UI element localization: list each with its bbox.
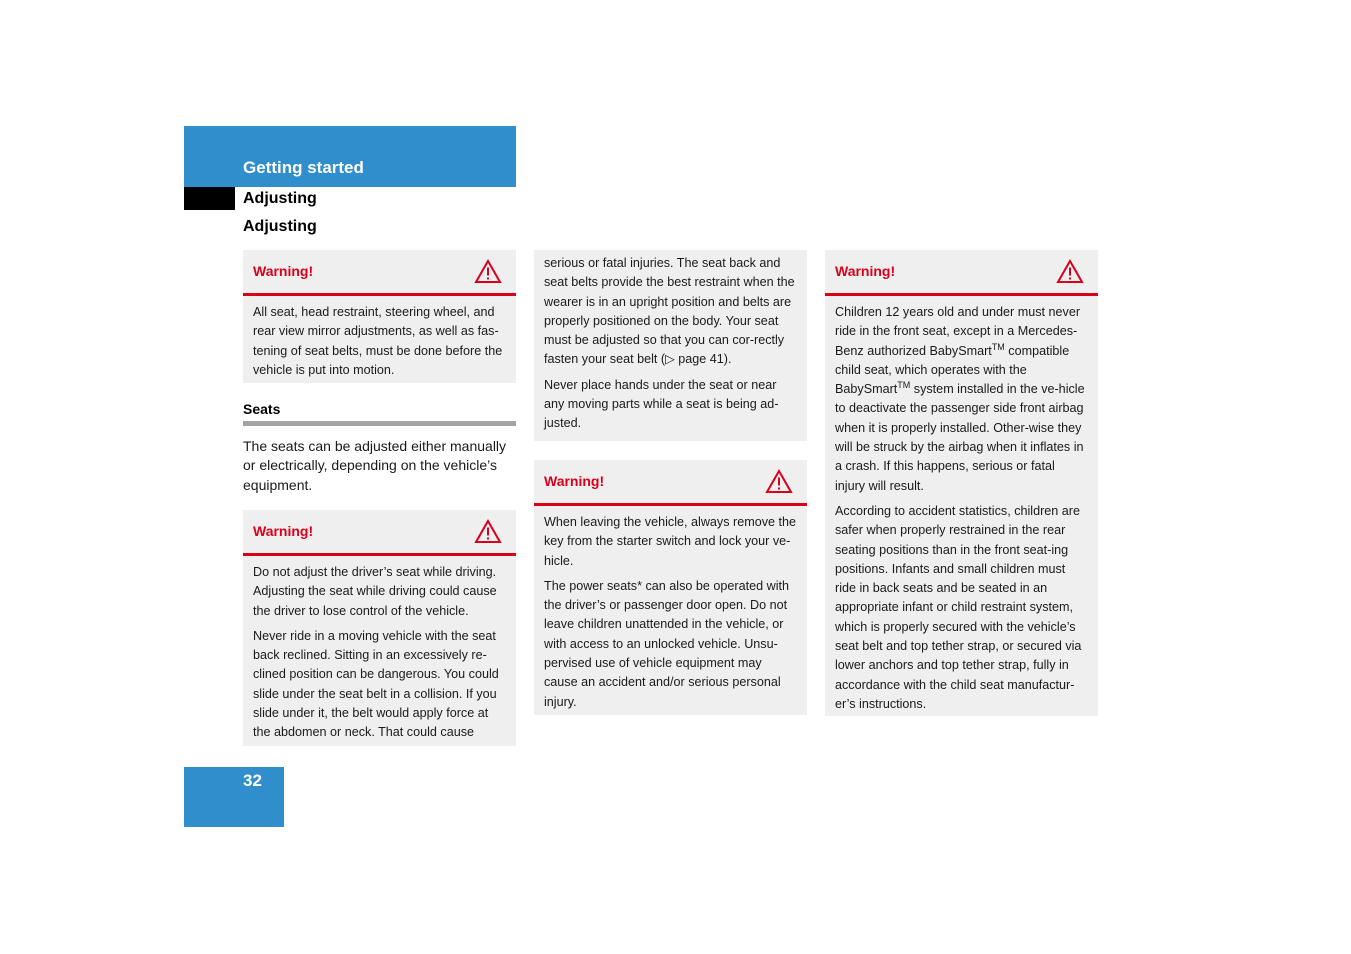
warning-triangle-icon <box>1056 259 1084 284</box>
seats-paragraph: The seats can be adjusted either manually or electrically, depending on the vehicle’s equipment. <box>243 438 507 493</box>
trademark-mark: TM <box>897 380 911 390</box>
warning-triangle-icon <box>765 469 793 494</box>
warning-text: When leaving the vehicle, always remove the key from the starter switch and lock your ve-hicle. <box>544 515 797 568</box>
section-title: Getting started <box>243 158 364 177</box>
warning-text: Do not adjust the driver’s seat while driving. Adjusting the seat while driving could cause the driver to lose control of the vehicle. <box>253 565 497 618</box>
warning-header <box>534 460 807 506</box>
warning-label: Warning! <box>835 263 896 279</box>
warning-continuation-box <box>534 250 807 441</box>
warning-text: All seat, head restraint, steering wheel, and rear view mirror adjustments, as well as fas-tening of seat belts, must be done before the vehicle is put into motion. <box>253 305 503 377</box>
warning-header <box>825 250 1098 296</box>
warning-box-adjustments <box>243 250 516 383</box>
warning-text: Never place hands under the seat or near any moving parts while a seat is being ad-justed. <box>544 377 779 431</box>
seats-heading: Seats <box>243 401 281 417</box>
warning-label: Warning! <box>253 523 314 539</box>
warning-text: Never ride in a moving vehicle with the seat back reclined. Sitting in an excessively re-clined position can be dangerous. You could slide under the seat belt in a collision. If you slide under it, the belt would apply force at the abdomen or neck. That could cause <box>253 628 499 740</box>
warning-label: Warning! <box>544 473 605 489</box>
warning-triangle-icon <box>474 259 502 284</box>
topic-title: Adjusting <box>243 218 317 235</box>
warning-label: Warning! <box>253 263 314 279</box>
trademark-mark: TM <box>991 341 1005 352</box>
warning-header <box>243 510 516 556</box>
subsection-title: Adjusting <box>243 190 317 207</box>
page-number: 32 <box>243 771 262 790</box>
section-tab-marker <box>184 187 235 210</box>
warning-text: Children 12 years old and under must never ride in the front seat, except in a Mercedes-Benz authorized BabySmart™ compatible child seat, which operates with the BabySmart™ system installed in the ve-hicle to deactivate the passenger side front airbag when it is properly installed. Other-wise they will be struck by the airbag when it inflates in a crash. If this happens, serious or fatal injury will result. <box>835 305 1085 493</box>
warning-box-leaving-vehicle <box>534 460 807 715</box>
warning-header <box>243 250 516 296</box>
warning-box-driving <box>243 510 516 746</box>
warning-triangle-icon <box>474 519 502 544</box>
warning-text: According to accident statistics, children are safer when properly restrained in the rear seating positions than in the front seat-ing positions. Infants and small children must ride in back seats and be seated in an appropriate infant or child restraint system, which is properly secured with the vehicle’s seat belt and top tether strap, or secured via lower anchors and top tether strap, fully in accordance with the child seat manufactur-er’s instructions. <box>835 503 1082 711</box>
page-number-tab <box>184 767 284 827</box>
warning-text: The power seats* can also be operated with the driver’s or passenger door open. Do not leave children unattended in the vehicle, or with access to an unlocked vehicle. Unsu-pervised use of vehicle equipment may cause an accident and/or serious personal injury. <box>544 578 790 709</box>
heading-divider <box>243 421 516 426</box>
warning-box-children <box>825 250 1098 716</box>
warning-text: serious or fatal injuries. The seat back and seat belts provide the best restraint when the wearer is in an upright position and belts are properly positioned on the body. Your seat must be adjusted so that you can cor-rectly fasten your seat belt (▷ page 41). <box>544 256 795 367</box>
